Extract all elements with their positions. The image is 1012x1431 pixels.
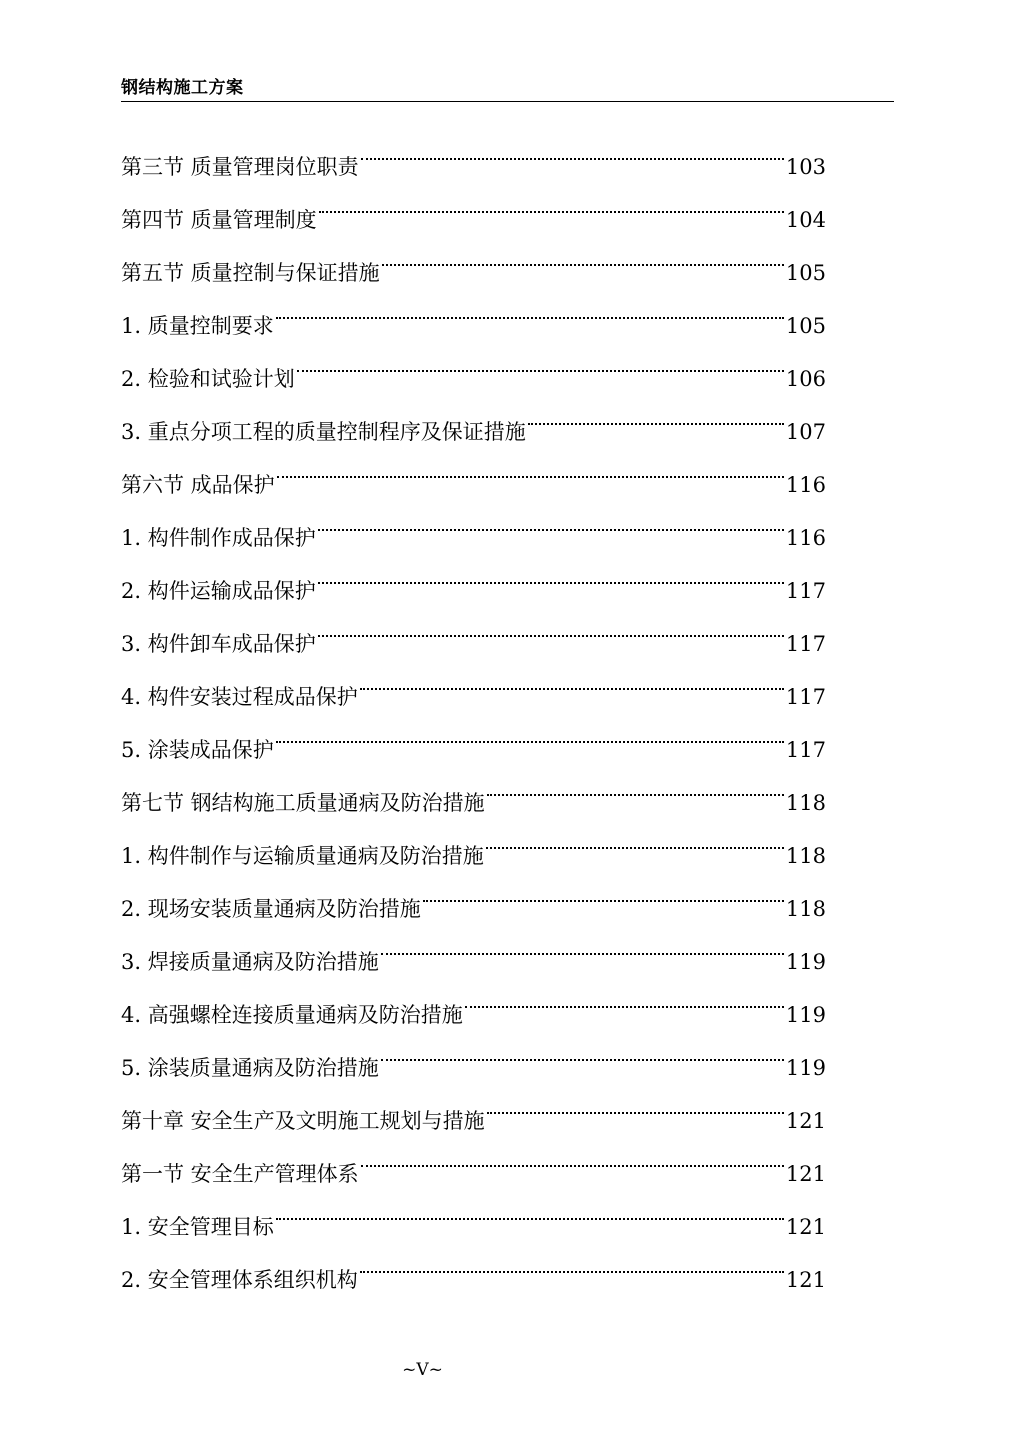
toc-entry-title: 第一节 安全生产管理体系 <box>121 1162 359 1186</box>
toc-entry-page-number: 121 <box>785 1268 826 1292</box>
table-of-contents <box>121 121 826 1292</box>
toc-dot-leader <box>297 333 784 386</box>
toc-entry-title: 第四节 质量管理制度 <box>121 208 317 232</box>
toc-entry-title: 第三节 质量管理岗位职责 <box>121 155 359 179</box>
toc-entry-page-number: 116 <box>785 473 826 497</box>
toc-entry-page-number: 121 <box>785 1215 826 1239</box>
toc-entry-page-number: 118 <box>785 791 826 815</box>
toc-entry-title: 第五节 质量控制与保证措施 <box>121 261 380 285</box>
toc-dot-leader <box>528 386 784 439</box>
toc-dot-leader <box>361 1128 784 1181</box>
toc-entry-title: 3. 构件卸车成品保护 <box>121 632 316 656</box>
toc-entry-page-number: 121 <box>785 1162 826 1186</box>
toc-entry-title: 第七节 钢结构施工质量通病及防治措施 <box>121 791 485 815</box>
toc-entry-page-number: 107 <box>785 420 826 444</box>
toc-entry-title: 3. 重点分项工程的质量控制程序及保证措施 <box>121 420 526 444</box>
toc-dot-leader <box>360 651 784 704</box>
toc-entry-page-number: 118 <box>785 844 826 868</box>
toc-dot-leader <box>381 916 784 969</box>
toc-dot-leader <box>318 545 784 598</box>
toc-dot-leader <box>361 121 784 174</box>
toc-entry-page-number: 116 <box>785 526 826 550</box>
toc-entry-title: 3. 焊接质量通病及防治措施 <box>121 950 379 974</box>
toc-dot-leader <box>487 1075 784 1128</box>
toc-entry-title: 第十章 安全生产及文明施工规划与措施 <box>121 1109 485 1133</box>
toc-dot-leader <box>319 174 784 227</box>
document-title: 钢结构施工方案 <box>121 78 244 98</box>
toc-dot-leader <box>276 704 784 757</box>
toc-entry-title: 2. 构件运输成品保护 <box>121 579 316 603</box>
toc-entry-page-number: 118 <box>785 897 826 921</box>
toc-entry[interactable] <box>121 121 826 179</box>
toc-entry-title: 第六节 成品保护 <box>121 473 275 497</box>
toc-entry-page-number: 105 <box>785 314 826 338</box>
toc-entry-page-number: 103 <box>785 155 826 179</box>
toc-entry-title: 4. 构件安装过程成品保护 <box>121 685 358 709</box>
toc-dot-leader <box>360 1234 784 1287</box>
toc-entry-title: 2. 现场安装质量通病及防治措施 <box>121 897 421 921</box>
toc-entry-page-number: 117 <box>785 579 826 603</box>
toc-dot-leader <box>465 969 784 1022</box>
toc-entry-page-number: 119 <box>785 1056 826 1080</box>
toc-entry-title: 1. 质量控制要求 <box>121 314 274 338</box>
toc-entry-title: 5. 涂装成品保护 <box>121 738 274 762</box>
toc-entry-page-number: 117 <box>785 738 826 762</box>
toc-dot-leader <box>276 1181 784 1234</box>
toc-dot-leader <box>381 1022 784 1075</box>
toc-entry-page-number: 106 <box>785 367 826 391</box>
toc-dot-leader <box>486 810 784 863</box>
toc-entry-page-number: 121 <box>785 1109 826 1133</box>
toc-dot-leader <box>382 227 784 280</box>
toc-entry-page-number: 119 <box>785 950 826 974</box>
toc-entry-page-number: 104 <box>785 208 826 232</box>
toc-entry-title: 2. 检验和试验计划 <box>121 367 295 391</box>
page-number: ~V~ <box>402 1360 443 1380</box>
toc-dot-leader <box>318 598 784 651</box>
toc-dot-leader <box>318 492 784 545</box>
toc-entry-title: 2. 安全管理体系组织机构 <box>121 1268 358 1292</box>
toc-entry-page-number: 105 <box>785 261 826 285</box>
toc-entry-title: 1. 构件制作与运输质量通病及防治措施 <box>121 844 484 868</box>
toc-dot-leader <box>423 863 784 916</box>
toc-entry-title: 1. 安全管理目标 <box>121 1215 274 1239</box>
toc-entry-title: 1. 构件制作成品保护 <box>121 526 316 550</box>
toc-dot-leader <box>276 280 784 333</box>
toc-entry-page-number: 117 <box>785 685 826 709</box>
page-header <box>121 74 894 102</box>
toc-entry-page-number: 117 <box>785 632 826 656</box>
toc-dot-leader <box>277 439 784 492</box>
toc-dot-leader <box>487 757 784 810</box>
toc-entry-title: 5. 涂装质量通病及防治措施 <box>121 1056 379 1080</box>
toc-entry-title: 4. 高强螺栓连接质量通病及防治措施 <box>121 1003 463 1027</box>
toc-entry-page-number: 119 <box>785 1003 826 1027</box>
